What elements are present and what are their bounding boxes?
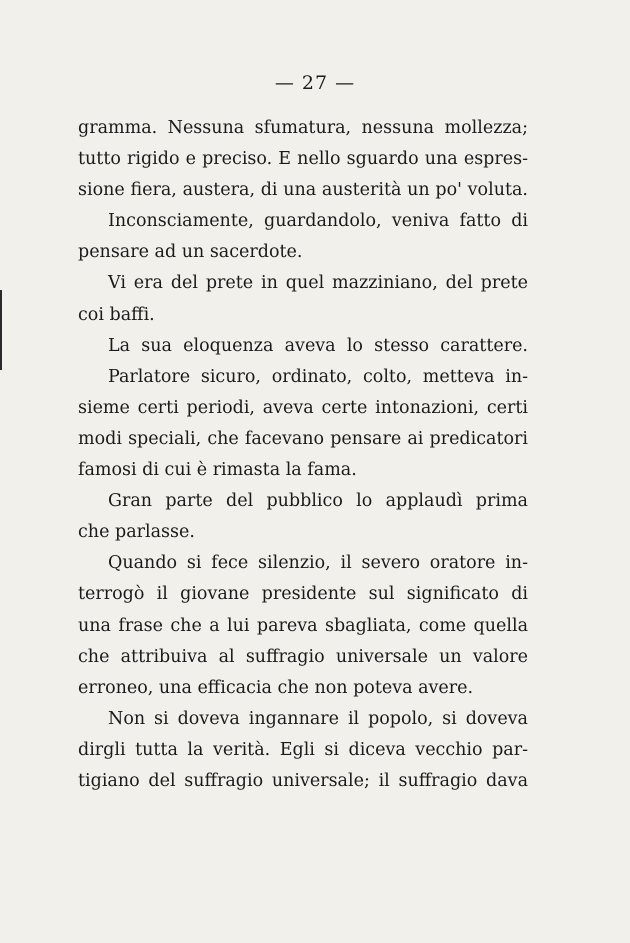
text-line: una frase che a lui pareva sbagliata, come quella [78,615,528,636]
page-edge-mark [0,290,2,370]
text-line: Gran parte del pubblico lo applaudì prima [108,491,528,512]
body-text [78,113,528,797]
text-line: sione fiera, austera, di una austerità un po' voluta. [78,180,528,201]
text-line: Vi era del prete in quel mazziniano, del prete [108,273,528,294]
text-line: pensare ad un sacerdote. [78,242,303,263]
text-line: dirgli tutta la verità. Egli si diceva vecchio par- [78,739,528,760]
text-line: Quando si fece silenzio, il severo oratore in- [108,553,528,574]
text-line: modi speciali, che facevano pensare ai predicatori [78,428,528,449]
text-line: sieme certi periodi, aveva certe intonazioni, certi [78,397,528,418]
text-line: terrogò il giovane presidente sul significato di [78,584,528,605]
text-line: erroneo, una efficacia che non poteva avere. [78,677,474,698]
text-line: che parlasse. [78,522,195,543]
text-line: famosi di cui è rimasta la fama. [78,460,357,481]
text-line: tigiano del suffragio universale; il suffragio dava [78,770,528,791]
text-line: gramma. Nessuna sfumatura, nessuna mollezza; [78,118,528,138]
text-line: tutto rigido e preciso. E nello sguardo una espres- [78,149,528,170]
text-line: Parlatore sicuro, ordinato, colto, metteva in- [108,366,528,387]
page-number: — 27 — [274,72,356,94]
text-line: La sua eloquenza aveva lo stesso carattere. [108,335,528,356]
text-line: coi baffi. [78,304,155,325]
text-line: che attribuiva al suffragio universale un valore [78,646,528,667]
text-line: Inconsciamente, guardandolo, veniva fatto di [108,211,528,232]
text-line: Non si doveva ingannare il popolo, si doveva [108,708,528,729]
